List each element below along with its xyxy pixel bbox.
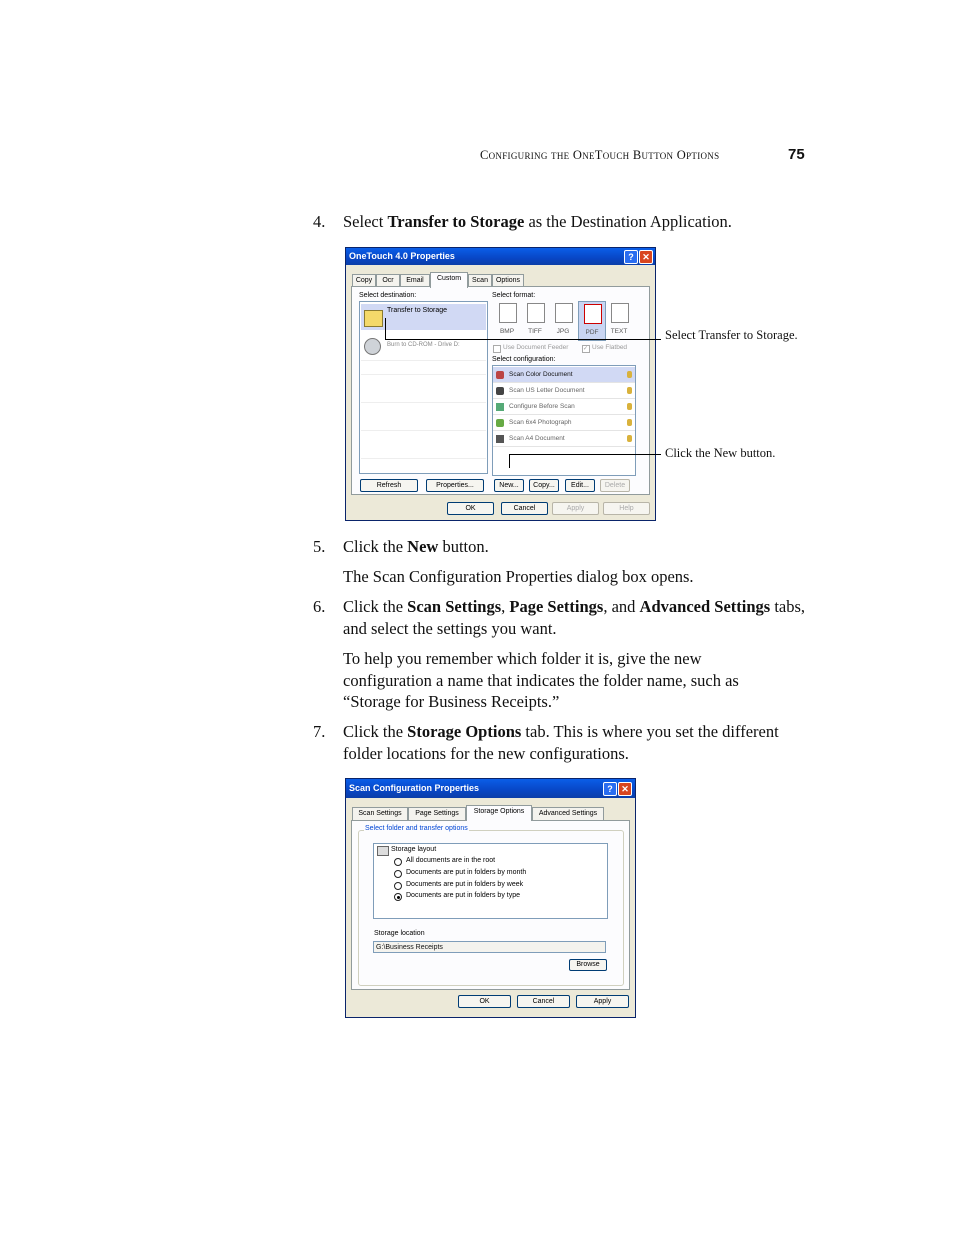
format-label: TEXT [610, 328, 628, 335]
step-4 [313, 211, 813, 233]
option-label: All documents are in the root [406, 857, 496, 864]
config-icon [496, 435, 504, 443]
list-divider [361, 402, 486, 403]
step-text: Click the [343, 597, 408, 616]
step-text: , [501, 597, 510, 616]
destination-list[interactable] [359, 301, 488, 474]
format-strip [492, 301, 636, 341]
destination-item-transfer[interactable] [361, 304, 486, 330]
properties-button[interactable]: Properties... [426, 479, 484, 492]
cd-icon [364, 338, 381, 355]
step-bold: Scan Settings [407, 597, 502, 616]
bmp-icon [499, 303, 517, 323]
paragraph: The Scan Configuration Properties dialog box opens. [343, 567, 694, 586]
tab-custom[interactable]: Custom [430, 272, 468, 288]
list-divider [361, 458, 486, 459]
config-icon [496, 403, 504, 411]
option-label: Documents are put in folders by type [406, 892, 521, 899]
tab-scan-settings[interactable]: Scan Settings [352, 807, 408, 820]
tab-advanced-settings[interactable]: Advanced Settings [532, 807, 604, 820]
step-6 [313, 596, 813, 640]
destination-label: Transfer to Storage [387, 307, 448, 314]
tiff-icon [527, 303, 545, 323]
step-bold: Page Settings [509, 597, 604, 616]
format-label: JPG [556, 328, 570, 335]
storage-layout-icon [377, 846, 389, 856]
folder-icon [364, 310, 383, 327]
cancel-button[interactable]: Cancel [517, 995, 570, 1008]
select-configuration-label: Select configuration: [492, 356, 556, 363]
option-label: Documents are put in folders by month [406, 869, 527, 876]
step-text: Click the [343, 722, 408, 741]
custom-tab-panel [351, 286, 650, 495]
help-title-button[interactable]: ? [624, 250, 638, 264]
callout-transfer: Select Transfer to Storage. [665, 328, 798, 342]
pdf-icon [584, 304, 602, 324]
step-bold: Transfer to Storage [387, 212, 525, 231]
onetouch-properties-dialog [345, 247, 656, 521]
storage-location-field[interactable]: G:\Business Receipts [373, 941, 606, 953]
apply-button[interactable]: Apply [552, 502, 599, 515]
step-bold: Storage Options [407, 722, 522, 741]
document-feeder-checkbox[interactable] [493, 345, 501, 353]
option-label: Documents are put in folders by week [406, 881, 524, 888]
config-icon [496, 371, 504, 379]
format-label: PDF [585, 329, 599, 336]
list-divider [361, 374, 486, 375]
flatbed-label: Use Flatbed [592, 344, 628, 351]
config-label: Configure Before Scan [509, 403, 575, 410]
edit-button[interactable]: Edit... [565, 479, 595, 492]
format-jpg[interactable] [550, 301, 576, 339]
ok-button[interactable]: OK [447, 502, 494, 515]
config-item[interactable] [493, 383, 635, 399]
tab-scan[interactable]: Scan [468, 274, 492, 287]
step-text: , and [603, 597, 640, 616]
dialog-title: OneTouch 4.0 Properties [346, 248, 655, 265]
format-label: BMP [499, 328, 515, 335]
format-pdf[interactable] [578, 301, 606, 341]
config-icon [496, 387, 504, 395]
step-text: tabs, and select the settings you want. [343, 597, 806, 638]
radio-root[interactable] [394, 858, 402, 866]
step-text: as the Destination Application. [524, 212, 732, 231]
config-item[interactable] [493, 399, 635, 415]
jpg-icon [555, 303, 573, 323]
page-number: 75 [788, 146, 805, 163]
destination-label: Burn to CD-ROM - Drive D: [387, 342, 460, 348]
lock-icon [627, 419, 632, 426]
delete-button[interactable]: Delete [600, 479, 630, 492]
config-label: Scan A4 Document [509, 435, 565, 442]
step-number: 5. [313, 537, 326, 556]
flatbed-checkbox[interactable]: ✓ [583, 346, 589, 352]
step-text: button. [438, 537, 489, 556]
format-tiff[interactable] [522, 301, 548, 339]
tab-options[interactable]: Options [492, 274, 524, 287]
tab-copy[interactable]: Copy [352, 274, 376, 287]
step-number: 4. [313, 212, 326, 231]
lock-icon [627, 387, 632, 394]
browse-button[interactable]: Browse [569, 959, 607, 971]
close-title-button[interactable]: ✕ [618, 782, 632, 796]
document-feeder-label: Use Document Feeder [503, 344, 569, 351]
step-bold: New [407, 537, 439, 556]
cancel-button[interactable]: Cancel [501, 502, 548, 515]
radio-type[interactable] [394, 893, 402, 901]
step-number: 6. [313, 597, 326, 616]
destination-item-burn[interactable] [361, 332, 486, 361]
step-bold: Advanced Settings [639, 597, 771, 616]
config-item[interactable] [493, 367, 635, 383]
help-title-button[interactable]: ? [603, 782, 617, 796]
list-divider [361, 430, 486, 431]
lock-icon [627, 435, 632, 442]
paragraph: To help you remember which folder it is, give the new configuration a name that indicates the folder name, such as “Storage for Business Receipts.” [343, 649, 739, 711]
tab-email[interactable]: Email [400, 274, 430, 287]
storage-options-panel [351, 820, 630, 990]
step-number: 7. [313, 722, 326, 741]
storage-layout-label: Storage layout [391, 846, 437, 853]
format-bmp[interactable] [494, 301, 520, 339]
step-text: Select [343, 212, 388, 231]
config-label: Scan 6x4 Photograph [509, 419, 572, 426]
config-item[interactable] [493, 431, 635, 447]
select-destination-label: Select destination: [359, 292, 417, 299]
callout-line [385, 339, 661, 340]
close-title-button[interactable]: ✕ [639, 250, 653, 264]
callout-line [509, 454, 661, 455]
scan-configuration-dialog [345, 778, 636, 1018]
running-header: Configuring the OneTouch Button Options [480, 148, 720, 162]
copy-button[interactable]: Copy... [529, 479, 559, 492]
step-text: tab. This is where you set the different folder locations for the new configurations. [343, 722, 779, 763]
config-item[interactable] [493, 415, 635, 431]
step-7 [313, 721, 813, 765]
new-button[interactable]: New... [494, 479, 524, 492]
radio-month[interactable] [394, 870, 402, 878]
config-label: Scan US Letter Document [509, 387, 585, 394]
text-icon [611, 303, 629, 323]
refresh-button[interactable]: Refresh [360, 479, 418, 492]
config-icon [496, 419, 504, 427]
tab-ocr[interactable]: Ocr [376, 274, 400, 287]
tab-storage-options[interactable]: Storage Options [466, 805, 532, 821]
ok-button[interactable]: OK [458, 995, 511, 1008]
select-format-label: Select format: [492, 292, 536, 299]
lock-icon [627, 403, 632, 410]
format-label: TIFF [528, 328, 542, 335]
callout-line [385, 318, 386, 340]
apply-button[interactable]: Apply [576, 995, 629, 1008]
callout-new: Click the New button. [665, 446, 776, 460]
configuration-list[interactable] [492, 365, 636, 476]
tab-page-settings[interactable]: Page Settings [408, 807, 466, 820]
step-5 [313, 536, 813, 558]
storage-layout-box [373, 843, 608, 919]
step-text: Click the [343, 537, 408, 556]
radio-week[interactable] [394, 882, 402, 890]
lock-icon [627, 371, 632, 378]
format-text[interactable] [606, 301, 632, 339]
group-label: Select folder and transfer options [365, 825, 468, 832]
tab-strip [352, 807, 632, 821]
help-button[interactable]: Help [603, 502, 650, 515]
callout-line [509, 454, 510, 468]
storage-location-label: Storage location [374, 930, 425, 937]
config-label: Scan Color Document [509, 371, 573, 378]
dialog-title: Scan Configuration Properties [346, 779, 635, 798]
